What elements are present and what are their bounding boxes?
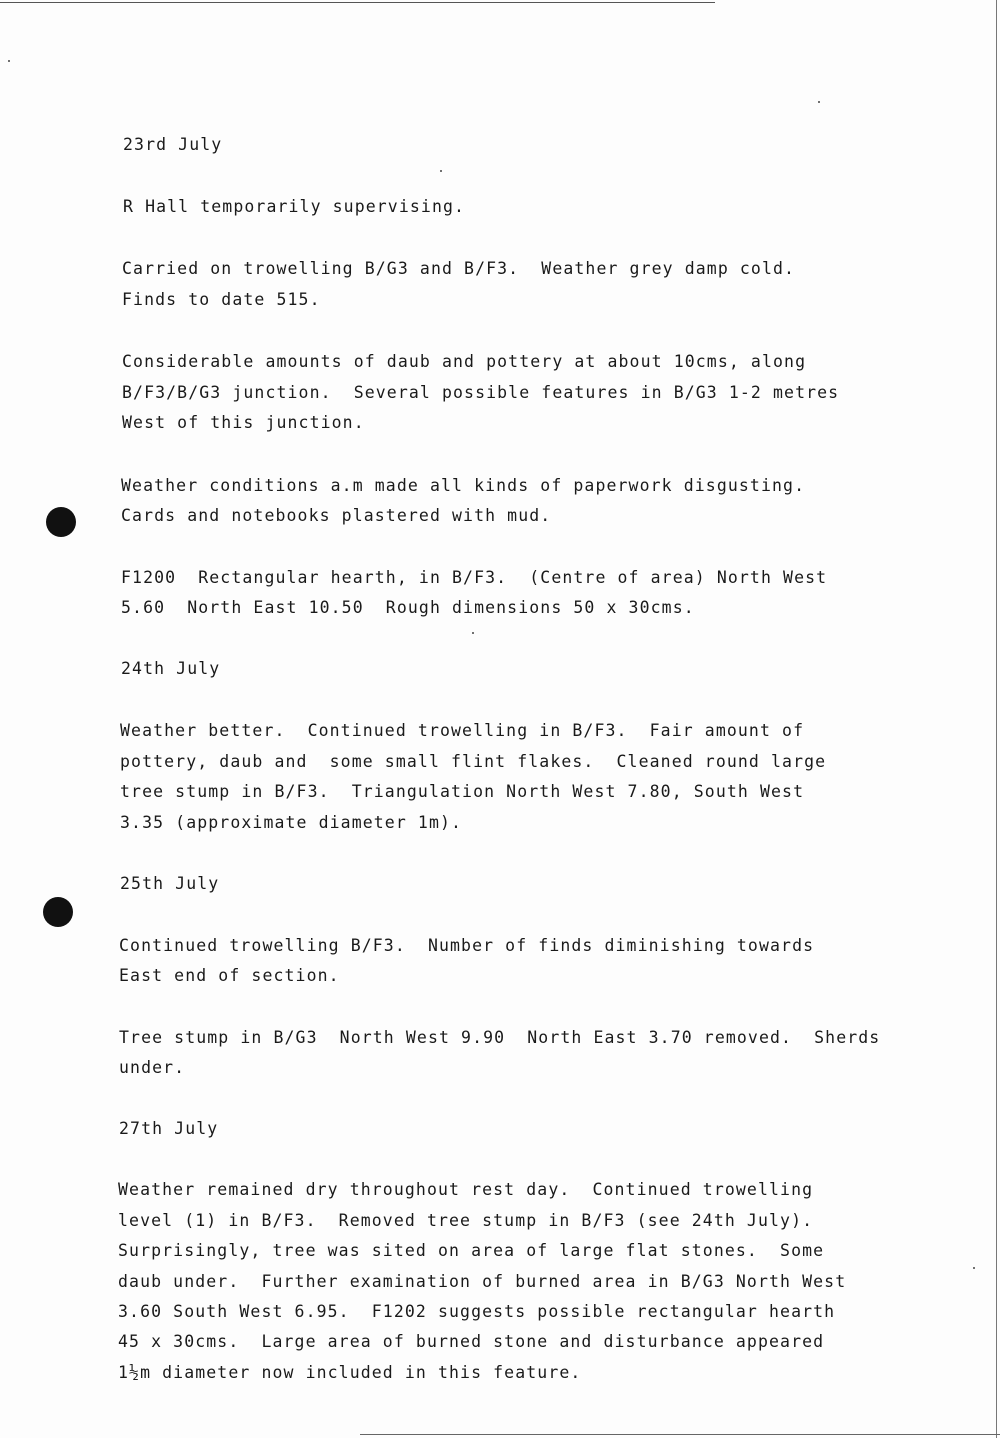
text-line: R Hall temporarily supervising. — [123, 197, 466, 216]
text-line: Carried on trowelling B/G3 and B/F3. Weather grey damp cold. — [122, 259, 796, 278]
text-line: 45 x 30cms. Large area of burned stone and disturbance appeared — [118, 1332, 825, 1351]
date-heading: 24th July — [121, 659, 221, 678]
text-line: daub under. Further examination of burned area in B/G3 North West — [118, 1272, 847, 1291]
date-heading: 27th July — [119, 1119, 219, 1138]
text-line: Surprisingly, tree was sited on area of large flat stones. Some — [118, 1241, 825, 1260]
text-line: Weather remained dry throughout rest day. Continued trowelling — [118, 1180, 814, 1199]
text-line: Continued trowelling B/F3. Number of finds diminishing towards — [119, 936, 815, 955]
text-line: F1200 Rectangular hearth, in B/F3. (Centre of area) North West — [121, 568, 828, 587]
text-line: level (1) in B/F3. Removed tree stump in B/F3 (see 24th July). — [118, 1211, 814, 1230]
text-line: Finds to date 515. — [122, 290, 321, 309]
text-line: East end of section. — [119, 966, 340, 985]
text-line: West of this junction. — [122, 413, 365, 432]
text-line: under. — [119, 1058, 186, 1077]
text-line: 3.60 South West 6.95. F1202 suggests possible rectangular hearth — [118, 1302, 836, 1321]
text-line: 3.35 (approximate diameter 1m). — [120, 813, 463, 832]
text-line: Weather conditions a.m made all kinds of paperwork disgusting. — [121, 476, 806, 495]
text-line: Weather better. Continued trowelling in B/F3. Fair amount of — [120, 721, 805, 740]
text-line: B/F3/B/G3 junction. Several possible features in B/G3 1-2 metres — [122, 383, 840, 402]
text-line: Cards and notebooks plastered with mud. — [121, 506, 552, 525]
text-line: Tree stump in B/G3 North West 9.90 North East 3.70 removed. Sherds — [119, 1028, 881, 1047]
text-line: tree stump in B/F3. Triangulation North West 7.80, South West — [120, 782, 805, 801]
text-line: pottery, daub and some small flint flakes. Cleaned round large — [120, 752, 827, 771]
text-line: 5.60 North East 10.50 Rough dimensions 50 x 30cms. — [121, 598, 695, 617]
text-line: Considerable amounts of daub and pottery at about 10cms, along — [122, 352, 807, 371]
date-heading: 25th July — [120, 874, 220, 893]
date-heading: 23rd July — [123, 135, 223, 154]
text-line: 1½m diameter now included in this feature. — [118, 1363, 582, 1382]
